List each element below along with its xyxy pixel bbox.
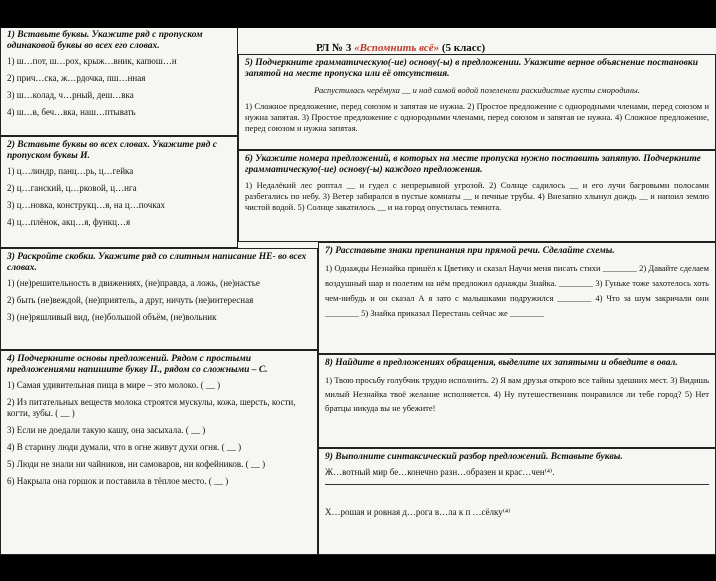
worksheet-page	[0, 28, 716, 555]
title-suffix: (5 класс)	[439, 42, 486, 54]
task-8-box	[318, 354, 716, 448]
task-6-sentences: 1) Недалёкий лес роптал __ и гудел с непрерывной угрозой. 2) Солнце садилось __ и его лучи багровыми полосами разбегались по небу. 3) Ветер забирался в пустые комнаты __ и печные трубы. 4) Внезапно хлынул дождь __ и напоил землю чистой водой. 5) Солнце закатилось __ и на город опустилась темнота.	[245, 180, 709, 212]
task-9-box	[318, 448, 716, 555]
task-6-heading: 6) Укажите номера предложений, в которых на месте пропуска нужно поставить запятую. Подчеркните грамматическую(-ие) основу(-ы) каждого предложения.	[245, 154, 701, 175]
task-3-option: 1) (не)решительность в движениях, (не)правда, а ложь, (не)настье	[7, 278, 260, 288]
task-5-sentence: Распустилась черёмуха __ и над самой водой позеленели раскидистые кусты смородины.	[314, 85, 640, 95]
task-5-box	[238, 54, 716, 150]
task-4-box	[0, 350, 318, 555]
task-1-box	[0, 28, 238, 136]
task-8-heading: 8) Найдите в предложениях обращения, выделите их запятыми и обведите в овал.	[325, 358, 678, 368]
title-prefix: РЛ № 3	[316, 42, 355, 54]
task-3-option: 3) (не)ряшливый вид, (не)большой объём, (не)вольник	[7, 312, 217, 322]
task-4-heading: 4) Подчеркните основы предложений. Рядом с простыми предложениями напишите букву П., рядом со сложными – С.	[7, 354, 268, 375]
task-7-heading: 7) Расставьте знаки препинания при прямой речи. Сделайте схемы.	[325, 246, 615, 256]
task-1-option: 4) ш…в, беч…вка, наш…птывать	[7, 107, 136, 117]
task-9-sentence: Х…рошая и ровная д…рога в…ла к п …сёлку⁽⁴⁾	[325, 507, 511, 517]
task-3-heading: 3) Раскройте скобки. Укажите ряд со слитным написание НЕ- во всех словах.	[7, 252, 307, 273]
task-5-heading: 5) Подчеркните грамматическую(-ие) основу(-ы) в предложении. Укажите верное объяснение постановки запятой на месте пропуска или её отсутствия.	[245, 58, 699, 79]
task-2-option: 2) ц…ганский, ц…рковой, ц…нга	[7, 183, 137, 193]
task-5-options: 1) Сложное предложение, перед союзом и запятая не нужна. 2) Простое предложение с однородными членами, перед союзом и нужна запятая. 3) Простое предложение с однородными членами, перед союзом и запятая не нужна. 4) Сложное предложение, перед союзом и нужна запятая.	[245, 101, 709, 133]
task-4-sentence: 4) В старину люди думали, что в огне живут духи огня. ( __ )	[7, 442, 242, 452]
task-9-sentence: Ж…вотный мир бе…конечно разн…образен и крас…чен⁽⁴⁾.	[325, 467, 555, 477]
task-2-option: 3) ц…новка, конструкц…я, на ц…почках	[7, 200, 166, 210]
task-7-sentences: 1) Однажды Незнайка пришёл к Цветику и сказал Научи меня писать стихи ________ 2) Давайте сделаем воздушный шар и полетим на нём предложил однажды Знайка. ________ 3) Гуньке тоже захотелось хоть чем-нибудь и он сказал А я зато с малышками подружился ________ 4) Что за шум закричали они ________ 5) Знайка приказал Перестань сейчас же ________	[325, 263, 709, 318]
task-1-heading: 1) Вставьте буквы. Укажите ряд с пропуском одинаковой буквы во всех его словах.	[7, 30, 203, 51]
task-4-sentence: 5) Люди не знали ни чайников, ни самоваров, ни кофейников. ( __ )	[7, 459, 266, 469]
task-1-option: 3) ш…колад, ч…рный, деш…вка	[7, 90, 134, 100]
task-4-sentence: 3) Если не доедали такую кашу, она засыхала. ( __ )	[7, 425, 206, 435]
task-1-option: 1) ш…пот, ш…рох, крыж…вник, капюш…н	[7, 56, 177, 66]
task-1-option: 2) прич…ска, ж…рдочка, пш…нная	[7, 73, 146, 83]
task-2-option: 4) ц…плёнок, акц…я, функц…я	[7, 217, 131, 227]
task-3-option: 2) быть (не)веждой, (не)приятель, а друг, ничуть (не)интересная	[7, 295, 254, 305]
title-highlight: «Вспомнить всё»	[354, 42, 440, 54]
task-2-heading: 2) Вставьте буквы во всех словах. Укажите ряд с пропуском буквы И.	[7, 140, 217, 161]
answer-line	[325, 484, 709, 485]
task-2-option: 1) ц…линдр, панц…рь, ц…гейка	[7, 166, 134, 176]
task-4-sentence: 6) Накрыла она горшок и поставила в тёплое место. ( __ )	[7, 476, 229, 486]
task-2-box	[0, 136, 238, 248]
page-title	[316, 42, 485, 54]
task-4-sentence: 1) Самая удивительная пища в мире – это молоко. ( __ )	[7, 380, 221, 390]
task-8-sentences: 1) Твою просьбу голубчик трудно исполнить. 2) Я вам друзья открою все тайны здешних мест. 3) Видишь милый Незнайка твоё желание исполняется. 4) Ну путешественник понравился ли тебе город? 5) Нет братцы никуда вы не убежите!	[325, 375, 709, 413]
task-9-heading: 9) Выполните синтаксический разбор предложений. Вставьте буквы.	[325, 452, 623, 462]
task-3-box	[0, 248, 318, 350]
task-7-box	[318, 242, 716, 354]
task-4-sentence: 2) Из питательных веществ молока строятся мускулы, кожа, шерсть, кости, когти, зубы. ( __ )	[7, 397, 296, 418]
task-6-box	[238, 150, 716, 242]
